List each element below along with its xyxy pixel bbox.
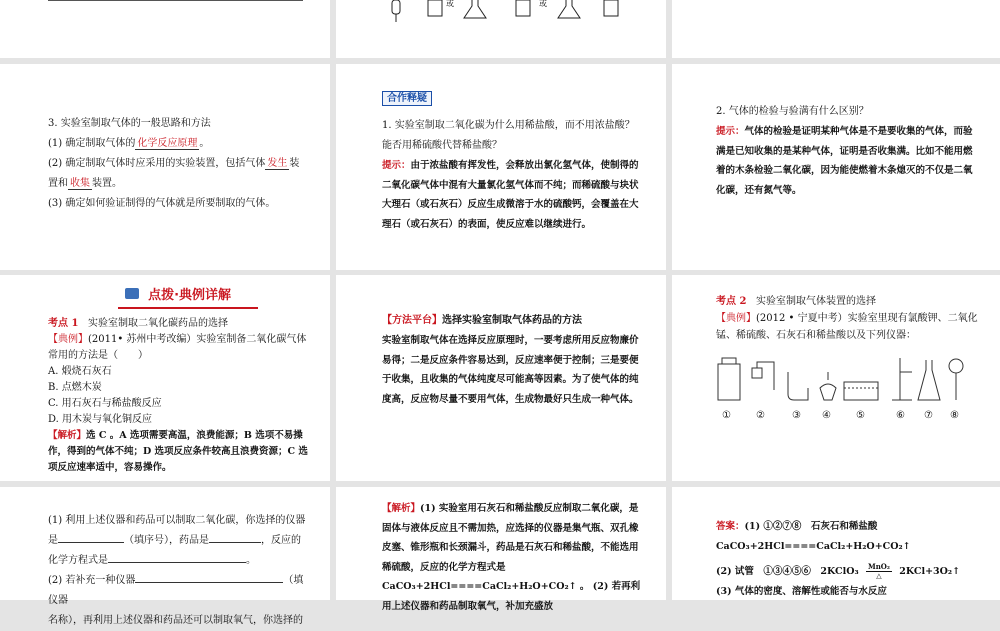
option-c: C. 用石灰石与稀盐酸反应 (48, 398, 162, 409)
slide-example-2 (672, 275, 1000, 481)
slide-2 (336, 0, 666, 58)
method-platform-text: 实验室制取气体在选择反应原理时，一要考虑所用反应物廉价易得；二是反应条件容易达到，反应速率便于控制；三是要便于收集，且收集的气体纯度尽可能高等因素。为了使气体的纯度高，反应物尽量不要用气体，生成物最好只生成一种气体。 (382, 335, 639, 405)
banner-title: 点拨·典例详解 (148, 288, 232, 303)
banner-underline (118, 307, 258, 309)
method-title: 3. 实验室制取气体的一般思路和方法 (48, 118, 211, 129)
num-5: ⑤ (856, 410, 865, 421)
section-tag: 合作释疑 (382, 91, 432, 106)
method-line-4: (3) 确定如何验证制得的气体就是所要制取的气体。 (48, 198, 276, 209)
slide-method-platform (336, 275, 666, 481)
answer-3: 收集 (70, 178, 90, 189)
slide-discussion-1 (336, 64, 666, 270)
answer-line-2: (2) 试管 ①③④⑤⑥ 2KClO₃ MnO₂ △ 2KCl+3O₂↑ (716, 562, 961, 580)
num-2: ② (756, 410, 765, 421)
answer-line-3: (3) 气体的密度、溶解性或能否与水反应 (716, 585, 887, 597)
answer-1: 化学反应原理 (137, 138, 198, 149)
slide-method (0, 64, 330, 270)
slide-discussion-2 (672, 64, 1000, 270)
q-line-3: 化学方程式是 。 (48, 551, 312, 571)
example-text: 【典例】(2011• 苏州中考改编）实验室制备二氧化碳气体常用的方法是（ ） (48, 334, 307, 361)
slide-example-1 (0, 275, 330, 481)
num-3: ③ (792, 410, 801, 421)
hint-1: 提示：由于浓盐酸有挥发性，会释放出氯化氢气体，使制得的二氧化碳气体中混有大量氯化氢气体而不纯；而稀硫酸与块状大理石（或石灰石）反应生成微溶于水的硫酸钙，会覆盖在大理石（或石灰石）的表面，使反应难以继续进行。 (382, 160, 639, 230)
method-line-2: (2) 确定制取气体时应采用的实验装置，包括气体 发生 装 (48, 158, 300, 169)
num-4: ④ (822, 410, 831, 421)
option-a: A. 煅烧石灰石 (48, 366, 112, 377)
q-line-5: 名称），再利用上述仪器和药品还可以制取氧气，你选择的 (48, 615, 303, 626)
reaction-condition: MnO₂ △ (867, 562, 890, 580)
divider-line (48, 0, 303, 1)
apparatus-row-diagram (336, 0, 666, 58)
example-text-2: 【典例】(2012 • 宁夏中考）实验室里现有氯酸钾、二氧化锰、稀硫酸、石灰石和稀盐酸以及下列仪器： (716, 313, 978, 341)
method-line-3: 置和 收集 装置。 (48, 178, 122, 189)
analysis-2: 【解析】(1) 实验室用石灰石和稀盐酸反应制取二氧化碳，是固体与液体反应且不需加热，应选择的仪器是集气瓶、双孔橡皮塞、锥形瓶和长颈漏斗，药品是石灰石和稀盐酸，不能选用稀硫酸，反应的化学方程式是 CaCO₃+2HCl====CaCl₂+H₂O+CO₂↑ 。 (2) 若再利用上述仪器和药品制取氧气，补加充盛放 (382, 503, 641, 612)
slide-analysis (336, 487, 666, 612)
answer-line-1: 答案：(1) ①②⑦⑧ 石灰石和稀盐酸 CaCO₃+2HCl====CaCl₂+H₂O+CO₂↑ (716, 521, 911, 552)
slide-question-cont (0, 487, 330, 626)
num-6: ⑥ (896, 410, 905, 421)
banner (48, 283, 308, 309)
method-line-1: (1) 确定制取气体的 化学反应原理 。 (48, 138, 210, 149)
lab-instruments-diagram (716, 350, 966, 410)
num-7: ⑦ (924, 410, 933, 421)
option-d: D. 用木炭与氧化铜反应 (48, 414, 153, 425)
topic-line: 考点 1 实验室制取二氧化碳药品的选择 (48, 318, 228, 329)
analysis: 【解析】选 C 。A 选项需要高温，浪费能源；B 选项不易操作，得到的气体不纯；D 选项反应条件较高且浪费资源；C 选项反应速率适中，容易操作。 (48, 430, 308, 473)
q-line-2: 是 （填序号），药品是 ，反应的 (48, 531, 312, 551)
option-b: B. 点燃木炭 (48, 382, 102, 393)
question-2: 2. 气体的检验与验满有什么区别？ (716, 106, 869, 117)
instrument-numbers (716, 410, 982, 424)
q-line-1: (1) 利用上述仪器和药品可以制取二氧化碳，你选择的仪器 (48, 515, 306, 526)
slide-3-top (672, 0, 1000, 58)
num-8: ⑧ (950, 410, 959, 421)
num-1: ① (722, 410, 731, 421)
hint-2: 提示：气体的检验是证明某种气体是不是要收集的气体，而验满是已知收集的是某种气体，证明是否收集满。比如不能用燃着的木条检验二氧化碳，因为能使燃着木条熄灭的不仅是二氧化碳，还有氮气等。 (716, 126, 973, 196)
slide-answer (672, 487, 1000, 600)
rxn-label-2: 或 (539, 0, 547, 8)
slide-1 (0, 0, 330, 58)
rxn-label-1: 或 (446, 0, 454, 8)
answer-2: 发生 (267, 158, 288, 169)
question-1: 1. 实验室制取二氧化碳为什么用稀盐酸，而不用浓盐酸？能否用稀硫酸代替稀盐酸？ (382, 120, 635, 151)
q-line-4: (2) 若补充一种仪器 （填仪器 (48, 571, 312, 611)
topic-line-2: 考点 2 实验室制取气体装置的选择 (716, 296, 876, 307)
method-platform-title: 【方法平台】选择实验室制取气体药品的方法 (382, 315, 582, 326)
book-icon (125, 288, 139, 299)
